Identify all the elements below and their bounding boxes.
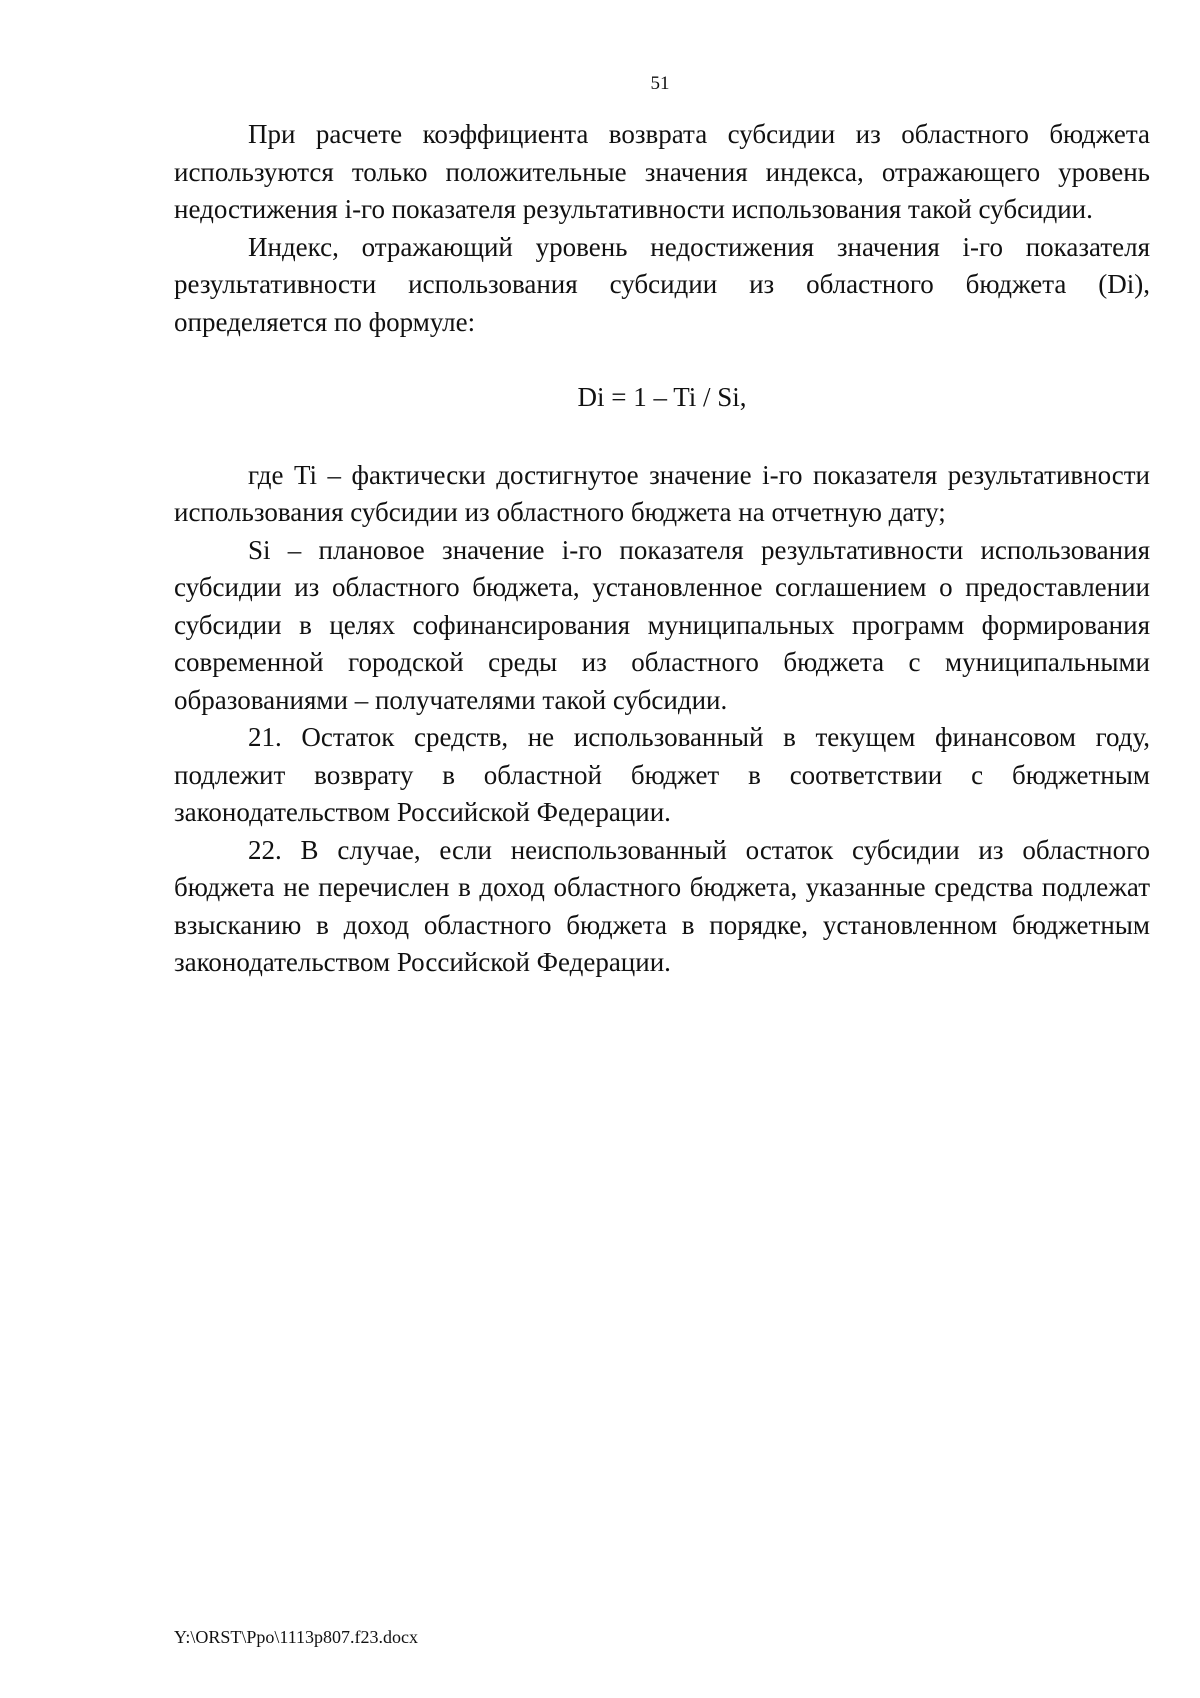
paragraph-item-21: 21. Остаток средств, не использованный в текущем финансовом году, подлежит возврату в областной бюджет в соответствии с бюджетным законодательством Российской Федерации. bbox=[174, 722, 1150, 827]
paragraph-item-22: 22. В случае, если неиспользованный остаток субсидии из областного бюджета не перечислен в доход областного бюджета, указанные средства подлежат взысканию в доход областного бюджета в порядке, установленном бюджетным законодательством Российской Федерации. bbox=[174, 834, 1150, 977]
paragraph-index-definition: Индекс, отражающий уровень недостижения значения i-го показателя результативности использования субсидии из областного бюджета (Di), определяется по формуле: bbox=[174, 231, 1150, 337]
footer-file-path: Y:\ORST\Ppo\1113p807.f23.docx bbox=[174, 1627, 419, 1647]
document-body bbox=[174, 116, 1150, 982]
page-number: 51 bbox=[650, 73, 670, 94]
paragraph-si-definition: Si – плановое значение i-го показателя результативности использования субсидии из областного бюджета, установленное соглашением о предоставлении субсидии в целях софинансирования муниципальных программ формирования современной городской среды из областного бюджета с муниципальными образованиями – получателями такой субсидии. bbox=[174, 534, 1150, 715]
formula: Di = 1 – Ti / Si, bbox=[577, 382, 747, 412]
paragraph-ti-definition: где Ti – фактически достигнутое значение i-го показателя результативности использования субсидии из областного бюджета на отчетную дату; bbox=[174, 459, 1150, 527]
paragraph-return-coefficient: При расчете коэффициента возврата субсидии из областного бюджета используются только положительные значения индекса, отражающего уровень недостижения i-го показателя результативности использования такой субсидии. bbox=[174, 119, 1150, 224]
